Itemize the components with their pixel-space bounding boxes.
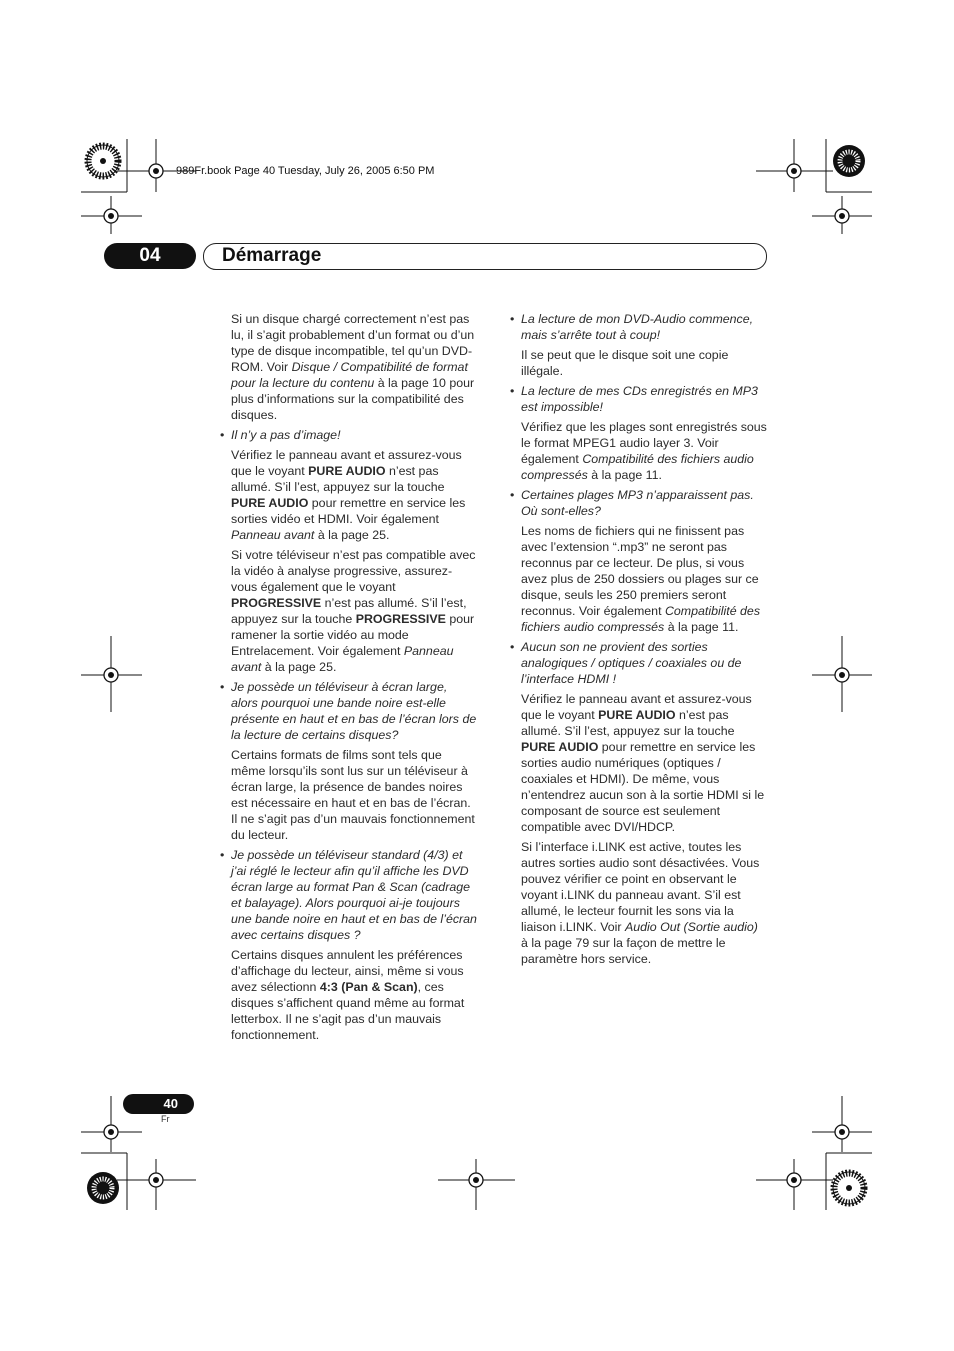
- paragraph: Certains disques annulent les préférences d’affichage du lecteur, ainsi, même si vous avez sélectionn 4:3 (Pan & Scan), ces disques s’affichent quand même au format letterbox. Il ne s’agit pas d’un mauvais fonctionnement.: [231, 948, 465, 1042]
- print-header: 989Fr.book Page 40 Tuesday, July 26, 2005 6:50 PM: [176, 165, 435, 177]
- paragraph: Les noms de fichiers qui ne finissent pas avec l’extension “.mp3” ne seront pas reconnus par ce lecteur. De plus, si vous avez plus de 250 dossiers ou plages sur ce disque, seuls les 250 premiers seront reconnus. Voir également Compatibilité des fichiers audio compressés à la page 11.: [521, 524, 761, 634]
- page-number-badge: 40: [123, 1094, 194, 1114]
- paragraph: Il se peut que le disque soit une copie illégale.: [521, 348, 729, 378]
- language-code: Fr: [161, 1114, 170, 1124]
- chapter-number-badge: 04: [104, 243, 196, 269]
- question-item: • Aucun son ne provient des sorties analogiques / optiques / coaxiales ou de l’interface HDMI !: [521, 639, 767, 687]
- paragraph: Vérifiez le panneau avant et assurez-vous que le voyant PURE AUDIO n’est pas allumé. S’il l’est, appuyez sur la touche PURE AUDIO pour remettre en service les sorties audio numériques (optiques / coaxiales et HDMI). De même, vous n’entendrez aucun son à la sortie HDMI si le composant de source est seulement compatible avec DVI/HDCP.: [521, 692, 765, 834]
- question-item: • La lecture de mon DVD-Audio commence, mais s’arrête tout à coup!: [521, 311, 767, 343]
- question-item: • Il n’y a pas d’image!: [231, 427, 477, 443]
- paragraph: Si votre téléviseur n’est pas compatible avec la vidéo à analyse progressive, assurez-vous également que le voyant PROGRESSIVE n’est pas allumé. S’il l’est, appuyez sur la touche PROGRESSIVE pour ramener la sortie vidéo au mode Entrelacement. Voir également Panneau avant à la page 25.: [231, 548, 476, 674]
- left-column: [231, 311, 477, 1047]
- question-item: • Je possède un téléviseur standard (4/3) et j’ai réglé le lecteur afin qu’il affiche les DVD écran large au format Pan & Scan (cadrage et balayage). Alors pourquoi ai-je toujours une bande noire en haut et en bas de l’écran avec certains disques ?: [231, 847, 477, 943]
- paragraph: Si un disque chargé correctement n’est pas lu, il s’agit probablement d’un format ou d’un type de disque incompatible, tel qu’un DVD-ROM. Voir Disque / Compatibilité de format pour la lecture du contenu à la page 10 pour plus d’informations sur la compatibilité des disques.: [231, 312, 475, 422]
- question-item: • La lecture de mes CDs enregistrés en MP3 est impossible!: [521, 383, 767, 415]
- chapter-title: Démarrage: [222, 245, 322, 266]
- question-item: • Je possède un téléviseur à écran large, alors pourquoi une bande noire est-elle présente en haut et en bas de l’écran lors de la lecture de certains disques?: [231, 679, 477, 743]
- question-item: • Certaines plages MP3 n’apparaissent pas. Où sont-elles?: [521, 487, 767, 519]
- paragraph: Si l’interface i.LINK est active, toutes les autres sorties audio sont désactivées. Vous pouvez vérifier ce point en observant le voyant i.LINK du panneau avant. S’il est allumé, le lecteur fournit les sons via la liaison i.LINK. Voir Audio Out (Sortie audio) à la page 79 sur la façon de mettre le paramètre hors service.: [521, 840, 760, 966]
- paragraph: Vérifiez que les plages sont enregistrés sous le format MPEG1 audio layer 3. Voir également Compatibilité des fichiers audio compressés à la page 11.: [521, 420, 767, 482]
- right-column: [521, 311, 767, 971]
- paragraph: Vérifiez le panneau avant et assurez-vous que le voyant PURE AUDIO n’est pas allumé. S’il l’est, appuyez sur la touche PURE AUDIO pour remettre en service les sorties vidéo et HDMI. Voir également Panneau avant à la page 25.: [231, 448, 466, 542]
- paragraph: Certains formats de films sont tels que même lorsqu’ils sont lus sur un téléviseur à écran large, la présence de bandes noires est nécessaire en haut et en bas de l’écran. Il ne s’agit pas d’un mauvais fonctionnement du lecteur.: [231, 748, 475, 842]
